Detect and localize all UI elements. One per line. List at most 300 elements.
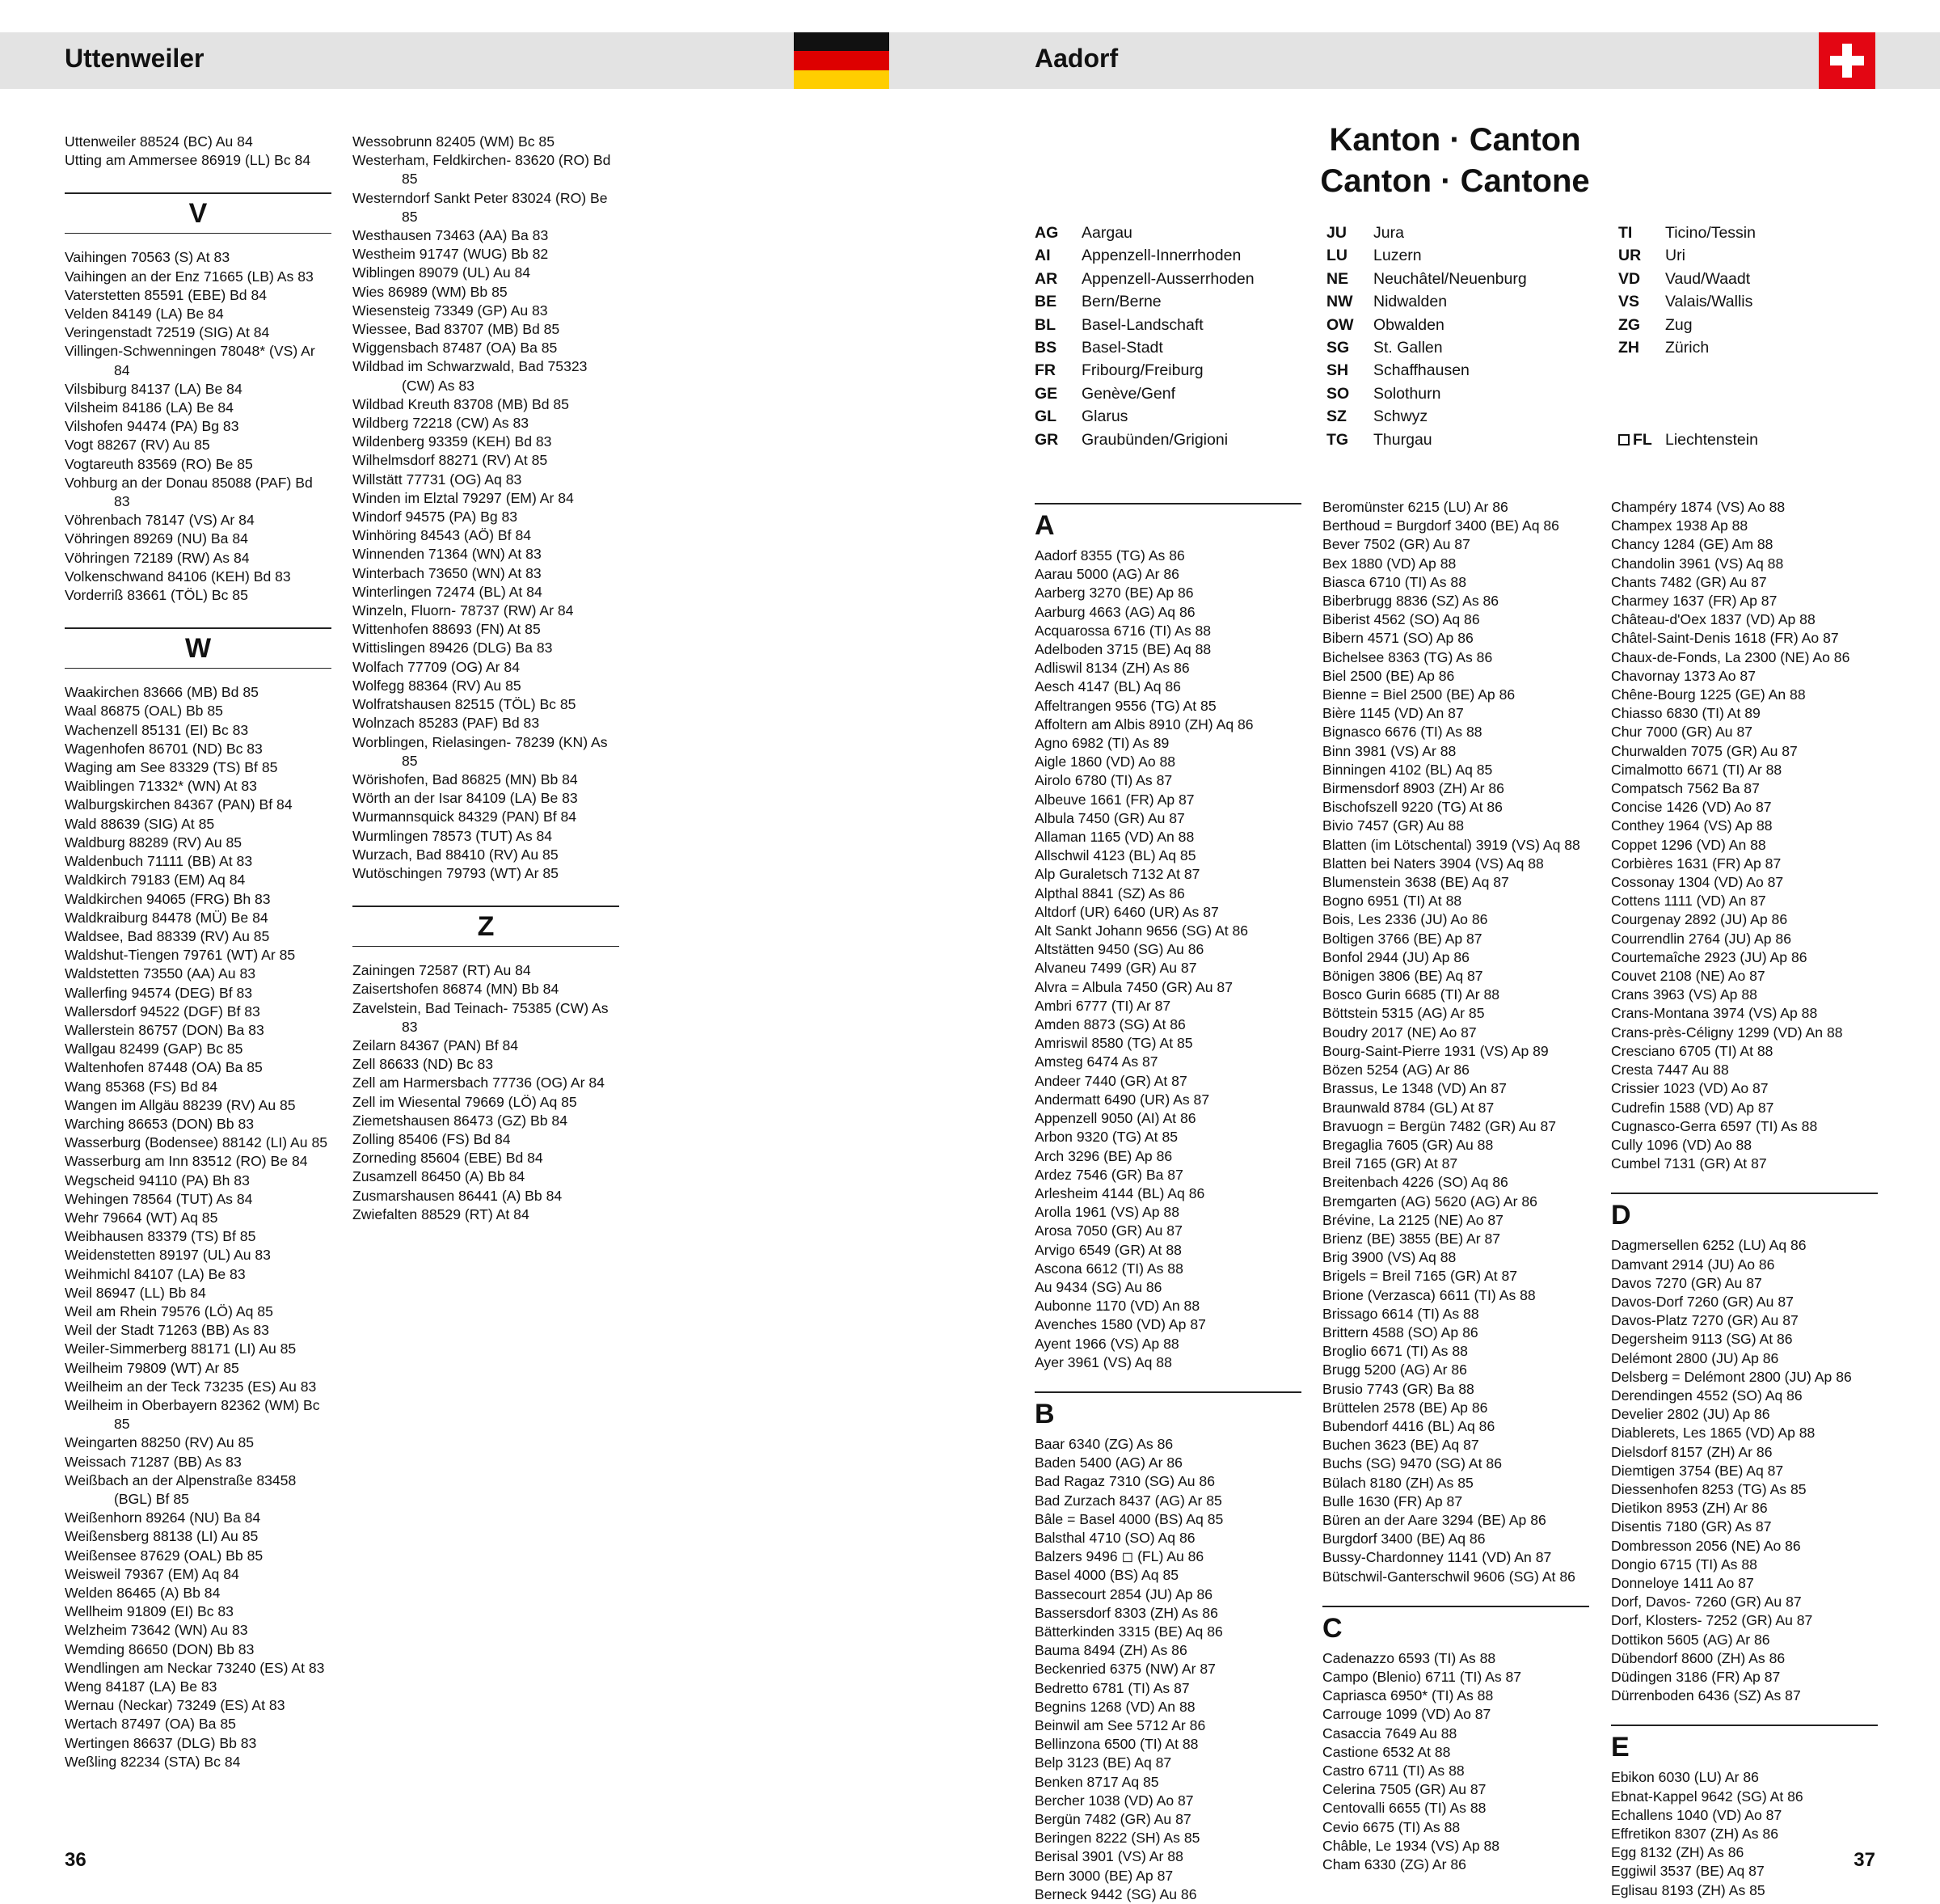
index-entry: Balzers 9496 ◻ (FL) Au 86 xyxy=(1035,1548,1204,1565)
index-entry: Zolling 85406 (FS) Bd 84 xyxy=(352,1130,511,1147)
index-entry: Warching 86653 (DON) Bb 83 xyxy=(65,1115,255,1132)
index-entry: Winterlingen 72474 (BL) At 84 xyxy=(352,583,542,600)
index-entry: Celerina 7505 (GR) Au 87 xyxy=(1322,1781,1487,1798)
index-entry: Worblingen, Rielasingen- 78239 (KN) As 85 xyxy=(352,733,608,769)
index-entry: Biberbrugg 8836 (SZ) As 86 xyxy=(1322,593,1499,610)
kanton-code: LU xyxy=(1326,247,1347,265)
index-entry: Bassersdorf 8303 (ZH) As 86 xyxy=(1035,1604,1218,1621)
index-entry: Boltigen 3766 (BE) Ap 87 xyxy=(1322,930,1482,947)
index-entry: Amden 8873 (SG) At 86 xyxy=(1035,1016,1186,1033)
index-entry: Bregaglia 7605 (GR) Au 88 xyxy=(1322,1136,1494,1153)
index-entry: Wasserburg (Bodensee) 88142 (LI) Au 85 xyxy=(65,1134,328,1151)
index-entry: Wildbad im Schwarzwald, Bad 75323 (CW) As 83 xyxy=(352,358,588,394)
index-entry: Wiggensbach 87487 (OA) Ba 85 xyxy=(352,340,558,357)
index-entry: Cadenazzo 6593 (TI) As 88 xyxy=(1322,1649,1496,1666)
index-entry: Andeer 7440 (GR) At 87 xyxy=(1035,1072,1187,1089)
index-entry: Buchen 3623 (BE) Aq 87 xyxy=(1322,1437,1479,1454)
index-entry: Bever 7502 (GR) Au 87 xyxy=(1322,536,1470,553)
index-entry: Ebnat-Kappel 9642 (SG) At 86 xyxy=(1611,1788,1803,1805)
index-entry: Weil 86947 (LL) Bb 84 xyxy=(65,1284,206,1301)
index-entry: Bülach 8180 (ZH) As 85 xyxy=(1322,1474,1474,1491)
index-entry: Winden im Elztal 79297 (EM) Ar 84 xyxy=(352,489,574,506)
index-entry: Dombresson 2056 (NE) Ao 86 xyxy=(1611,1537,1801,1554)
index-entry: Brusio 7743 (GR) Ba 88 xyxy=(1322,1380,1474,1397)
kanton-row xyxy=(1035,268,1310,290)
kanton-row xyxy=(1035,222,1310,244)
kanton-row xyxy=(1326,290,1601,313)
section-letter: D xyxy=(1611,1193,1878,1231)
index-entry: Andermatt 6490 (UR) As 87 xyxy=(1035,1091,1210,1108)
index-entry: Weißenhorn 89264 (NU) Ba 84 xyxy=(65,1509,261,1526)
index-entry: Wittenhofen 88693 (FN) At 85 xyxy=(352,621,541,638)
index-entry: Weil der Stadt 71263 (BB) As 83 xyxy=(65,1322,269,1339)
index-entry: Weiler-Simmerberg 88171 (LI) Au 85 xyxy=(65,1340,297,1357)
index-entry: Wang 85368 (FS) Bd 84 xyxy=(65,1078,218,1095)
index-entry: Brienz (BE) 3855 (BE) Ar 87 xyxy=(1322,1230,1501,1247)
index-entry: Basel 4000 (BS) Aq 85 xyxy=(1035,1567,1179,1584)
index-entry: Bussy-Chardonney 1141 (VD) An 87 xyxy=(1322,1549,1552,1566)
index-entry: Aigle 1860 (VD) Ao 88 xyxy=(1035,754,1176,770)
index-entry: Balsthal 4710 (SO) Aq 86 xyxy=(1035,1529,1196,1546)
index-entry: Waldsee, Bad 88339 (RV) Au 85 xyxy=(65,927,270,944)
index-entry: Wernau (Neckar) 73249 (ES) At 83 xyxy=(65,1697,285,1714)
kanton-row xyxy=(1035,244,1310,267)
kanton-code: TG xyxy=(1326,430,1349,449)
index-entry: Westerham, Feldkirchen- 83620 (RO) Bd 85 xyxy=(352,152,611,188)
index-entry: Brittern 4588 (SO) Ap 86 xyxy=(1322,1324,1478,1340)
index-entry: Wemding 86650 (DON) Bb 83 xyxy=(65,1640,255,1657)
right-index-column-1 xyxy=(1035,503,1301,1904)
index-entry: Bichelsee 8363 (TG) As 86 xyxy=(1322,648,1493,665)
index-entry: Broglio 6671 (TI) As 88 xyxy=(1322,1343,1468,1360)
index-entry: Altstätten 9450 (SG) Au 86 xyxy=(1035,941,1204,958)
index-entry: Dübendorf 8600 (ZH) As 86 xyxy=(1611,1649,1786,1666)
index-entry: Berisal 3901 (VS) Ar 88 xyxy=(1035,1848,1183,1865)
kanton-code: NW xyxy=(1326,293,1353,311)
index-entry: Chaux-de-Fonds, La 2300 (NE) Ao 86 xyxy=(1611,648,1850,665)
kanton-row xyxy=(1618,314,1877,336)
index-entry: Ziemetshausen 86473 (GZ) Bb 84 xyxy=(352,1112,568,1129)
index-entry: Belp 3123 (BE) Aq 87 xyxy=(1035,1754,1172,1771)
index-entry: Agno 6982 (TI) As 89 xyxy=(1035,735,1170,752)
kanton-code: AI xyxy=(1035,247,1051,265)
index-entry: Vogtareuth 83569 (RO) Be 85 xyxy=(65,455,253,472)
index-entry: Weisweil 79367 (EM) Aq 84 xyxy=(65,1565,239,1582)
index-entry: Brassus, Le 1348 (VD) An 87 xyxy=(1322,1080,1507,1097)
index-entry: Effretikon 8307 (ZH) As 86 xyxy=(1611,1826,1778,1842)
index-entry: Chiasso 6830 (TI) At 89 xyxy=(1611,705,1761,722)
kanton-row xyxy=(1035,382,1310,405)
index-entry: Courrendlin 2764 (JU) Ap 86 xyxy=(1611,930,1791,947)
index-entry: Vöhrenbach 78147 (VS) Ar 84 xyxy=(65,512,255,529)
index-entry: Biel 2500 (BE) Ap 86 xyxy=(1322,667,1455,684)
index-entry: Welzheim 73642 (WN) Au 83 xyxy=(65,1622,248,1639)
kanton-row xyxy=(1326,268,1601,290)
index-entry: Delémont 2800 (JU) Ap 86 xyxy=(1611,1349,1779,1366)
index-entry: Dottikon 5605 (AG) Ar 86 xyxy=(1611,1631,1770,1648)
index-entry: Eglisau 8193 (ZH) As 85 xyxy=(1611,1881,1765,1898)
index-entry: Wegscheid 94110 (PA) Bh 83 xyxy=(65,1172,250,1188)
index-entry: Weißensee 87629 (OAL) Bb 85 xyxy=(65,1547,264,1564)
index-entry: Bignasco 6676 (TI) As 88 xyxy=(1322,724,1482,741)
index-entry: Bex 1880 (VD) Ap 88 xyxy=(1322,555,1457,572)
index-entry: Buchs (SG) 9470 (SG) At 86 xyxy=(1322,1455,1502,1472)
index-entry: Weil am Rhein 79576 (LÖ) Aq 85 xyxy=(65,1302,273,1319)
index-entry: Breil 7165 (GR) At 87 xyxy=(1322,1155,1458,1172)
index-entry: Veringenstadt 72519 (SIG) At 84 xyxy=(65,324,270,341)
index-entry: Wald 88639 (SIG) At 85 xyxy=(65,815,215,832)
index-entry: Brévine, La 2125 (NE) Ao 87 xyxy=(1322,1211,1504,1228)
kanton-row xyxy=(1326,222,1601,244)
section-letter: E xyxy=(1611,1725,1878,1763)
index-entry: Aarau 5000 (AG) Ar 86 xyxy=(1035,566,1179,583)
index-entry: Courgenay 2892 (JU) Ap 86 xyxy=(1611,911,1788,928)
kanton-name: Thurgau xyxy=(1373,430,1432,449)
kanton-code: JU xyxy=(1326,224,1347,242)
kanton-row xyxy=(1326,336,1601,359)
index-entry: Waging am See 83329 (TS) Bf 85 xyxy=(65,759,278,776)
index-entry: Degersheim 9113 (SG) At 86 xyxy=(1611,1331,1793,1348)
index-entry: Arbon 9320 (TG) At 85 xyxy=(1035,1129,1179,1146)
index-entry: Ebikon 6030 (LU) Ar 86 xyxy=(1611,1769,1759,1786)
index-entry: Donneloye 1411 Ao 87 xyxy=(1611,1574,1754,1591)
index-entry: Beringen 8222 (SH) As 85 xyxy=(1035,1830,1200,1847)
kanton-legend-column-1 xyxy=(1035,222,1310,451)
index-entry: Weibhausen 83379 (TS) Bf 85 xyxy=(65,1228,256,1245)
index-entry: Cresciano 6705 (TI) At 88 xyxy=(1611,1042,1773,1059)
index-entry: Wendlingen am Neckar 73240 (ES) At 83 xyxy=(65,1659,325,1676)
index-entry: Delsberg = Delémont 2800 (JU) Ap 86 xyxy=(1611,1368,1852,1385)
kanton-row xyxy=(1618,222,1877,244)
index-entry: Westerndorf Sankt Peter 83024 (RO) Be 85 xyxy=(352,189,608,225)
index-entry: Wertach 87497 (OA) Ba 85 xyxy=(65,1716,236,1733)
kanton-row xyxy=(1326,405,1601,428)
index-entry: Couvet 2108 (NE) Ao 87 xyxy=(1611,968,1765,985)
index-entry: Bremgarten (AG) 5620 (AG) Ar 86 xyxy=(1322,1193,1537,1210)
index-entry: Diessenhofen 8253 (TG) As 85 xyxy=(1611,1480,1807,1497)
index-entry: Burgdorf 3400 (BE) Aq 86 xyxy=(1322,1530,1486,1547)
index-entry: Bad Zurzach 8437 (AG) Ar 85 xyxy=(1035,1492,1222,1509)
index-entry: Centovalli 6655 (TI) As 88 xyxy=(1322,1800,1487,1817)
right-index-column-2 xyxy=(1322,498,1589,1874)
kanton-name: Obwalden xyxy=(1373,315,1444,334)
index-entry: Affeltrangen 9556 (TG) At 85 xyxy=(1035,697,1217,714)
index-entry: Cossonay 1304 (VD) Ao 87 xyxy=(1611,874,1784,891)
kanton-name: Fribourg/Freiburg xyxy=(1082,361,1204,380)
section-letter: Z xyxy=(352,906,619,947)
index-entry: Waakirchen 83666 (MB) Bd 85 xyxy=(65,684,259,701)
index-entry: Wurmannsquick 84329 (PAN) Bf 84 xyxy=(352,808,577,825)
kanton-code: SZ xyxy=(1326,407,1347,426)
index-entry: Wurzach, Bad 88410 (RV) Au 85 xyxy=(352,846,559,863)
index-entry: Chancy 1284 (GE) Am 88 xyxy=(1611,536,1773,553)
index-entry: Cresta 7447 Au 88 xyxy=(1611,1062,1729,1079)
section-letter: C xyxy=(1322,1606,1589,1644)
index-entry: Ardez 7546 (GR) Ba 87 xyxy=(1035,1166,1183,1183)
index-entry: Cumbel 7131 (GR) At 87 xyxy=(1611,1155,1767,1172)
index-entry: Champéry 1874 (VS) Ao 88 xyxy=(1611,499,1786,515)
index-entry: Charmey 1637 (FR) Ap 87 xyxy=(1611,593,1778,610)
index-entry: Villingen-Schwenningen 78048* (VS) Ar 84 xyxy=(65,343,315,378)
kanton-name: Graubünden/Grigioni xyxy=(1082,430,1229,449)
kanton-name: Neuchâtel/Neuenburg xyxy=(1373,269,1527,288)
kanton-name: Basel-Landschaft xyxy=(1082,315,1204,334)
kanton-row xyxy=(1618,405,1877,428)
index-entry: Bözen 5254 (AG) Ar 86 xyxy=(1322,1062,1470,1079)
kanton-code: NE xyxy=(1326,269,1349,288)
kanton-code: OW xyxy=(1326,315,1354,334)
kanton-name: Ticino/Tessin xyxy=(1665,224,1756,242)
index-entry: Alt Sankt Johann 9656 (SG) At 86 xyxy=(1035,922,1249,939)
index-entry: Baar 6340 (ZG) As 86 xyxy=(1035,1435,1174,1452)
index-entry: Waldburg 88289 (RV) Au 85 xyxy=(65,834,242,851)
kanton-code: SH xyxy=(1326,361,1349,380)
index-entry: Waiblingen 71332* (WN) At 83 xyxy=(65,778,257,795)
index-entry: Bergün 7482 (GR) Au 87 xyxy=(1035,1811,1191,1827)
index-entry: Blatten bei Naters 3904 (VS) Aq 88 xyxy=(1322,855,1544,872)
index-entry: Wildberg 72218 (CW) As 83 xyxy=(352,415,529,432)
index-entry: Castione 6532 At 88 xyxy=(1322,1743,1451,1760)
index-entry: Eggiwil 3537 (BE) Aq 87 xyxy=(1611,1863,1765,1880)
index-entry: Böttstein 5315 (AG) Ar 85 xyxy=(1322,1005,1485,1022)
kanton-name: Appenzell-Ausserrhoden xyxy=(1082,269,1255,288)
index-entry: Chavornay 1373 Ao 87 xyxy=(1611,667,1757,684)
index-entry: Berneck 9442 (SG) Au 86 xyxy=(1035,1885,1197,1902)
index-entry: Vilsbiburg 84137 (LA) Be 84 xyxy=(65,380,242,397)
index-entry: Aubonne 1170 (VD) An 88 xyxy=(1035,1298,1200,1315)
kanton-legend-column-2 xyxy=(1326,222,1601,451)
kanton-code: GE xyxy=(1035,384,1058,403)
index-entry: Brissago 6614 (TI) As 88 xyxy=(1322,1305,1479,1322)
kanton-name: Vaud/Waadt xyxy=(1665,269,1751,288)
section-letter: A xyxy=(1035,503,1301,542)
index-entry: Birmensdorf 8903 (ZH) Ar 86 xyxy=(1322,780,1504,797)
kanton-row xyxy=(1035,290,1310,313)
kanton-row xyxy=(1326,382,1601,405)
index-entry: Vaterstetten 85591 (EBE) Bd 84 xyxy=(65,286,268,303)
index-entry: Appenzell 9050 (AI) At 86 xyxy=(1035,1110,1196,1127)
left-index-column-1 xyxy=(65,133,331,1771)
square-icon xyxy=(1618,434,1630,445)
index-entry: Wittislingen 89426 (DLG) Ba 83 xyxy=(352,640,553,656)
index-entry: Wehingen 78564 (TUT) As 84 xyxy=(65,1190,253,1207)
index-entry: Wiesensteig 73349 (GP) Au 83 xyxy=(352,302,548,319)
index-entry: Windorf 94575 (PA) Bg 83 xyxy=(352,509,518,526)
kanton-name: Schaffhausen xyxy=(1373,361,1470,380)
index-entry: Wilhelmsdorf 88271 (RV) At 85 xyxy=(352,452,548,469)
index-entry: Waldshut-Tiengen 79761 (WT) Ar 85 xyxy=(65,947,296,964)
kanton-name: Nidwalden xyxy=(1373,293,1448,311)
index-entry: Vaihingen an der Enz 71665 (LB) As 83 xyxy=(65,268,314,285)
index-entry: Brig 3900 (VS) Aq 88 xyxy=(1322,1249,1457,1266)
kanton-row xyxy=(1326,429,1601,451)
index-entry: Dorf, Davos- 7260 (GR) Au 87 xyxy=(1611,1594,1802,1611)
index-entry: Davos-Dorf 7260 (GR) Au 87 xyxy=(1611,1293,1794,1310)
index-entry: Wiblingen 89079 (UL) Au 84 xyxy=(352,264,531,281)
index-entry: Chandolin 3961 (VS) Aq 88 xyxy=(1611,555,1784,572)
index-entry: Arch 3296 (BE) Ap 86 xyxy=(1035,1147,1173,1164)
index-entry: Damvant 2914 (JU) Ao 86 xyxy=(1611,1256,1775,1273)
kanton-code: AR xyxy=(1035,269,1058,288)
index-entry: Bogno 6951 (TI) At 88 xyxy=(1322,893,1462,910)
index-entry: Concise 1426 (VD) Ao 87 xyxy=(1611,799,1772,816)
index-entry: Acquarossa 6716 (TI) As 88 xyxy=(1035,622,1212,639)
index-entry: Château-d'Oex 1837 (VD) Ap 88 xyxy=(1611,611,1816,628)
index-entry: Crans-près-Céligny 1299 (VD) An 88 xyxy=(1611,1024,1843,1041)
index-entry: Dietikon 8953 (ZH) Ar 86 xyxy=(1611,1500,1768,1517)
index-entry: Waldkirch 79183 (EM) Aq 84 xyxy=(65,872,246,889)
index-entry: Chêne-Bourg 1225 (GE) An 88 xyxy=(1611,686,1806,703)
index-entry: Ambri 6777 (TI) Ar 87 xyxy=(1035,997,1171,1014)
kanton-name: Bern/Berne xyxy=(1082,293,1162,311)
index-entry: Bischofszell 9220 (TG) At 86 xyxy=(1322,799,1503,816)
index-entry: Dielsdorf 8157 (ZH) Ar 86 xyxy=(1611,1443,1773,1460)
kanton-name: Liechtenstein xyxy=(1665,430,1758,449)
index-entry: Utting am Ammersee 86919 (LL) Bc 84 xyxy=(65,152,311,169)
index-entry: Dorf, Klosters- 7252 (GR) Au 87 xyxy=(1611,1612,1813,1629)
index-entry: Bern 3000 (BE) Ap 87 xyxy=(1035,1867,1174,1884)
index-entry: Wallerstein 86757 (DON) Ba 83 xyxy=(65,1021,264,1038)
index-entry: Wolfratshausen 82515 (TÖL) Bc 85 xyxy=(352,696,576,713)
index-entry: Châble, Le 1934 (VS) Ap 88 xyxy=(1322,1837,1500,1854)
index-entry: Zell im Wiesental 79669 (LÖ) Aq 85 xyxy=(352,1093,577,1110)
kanton-name: Appenzell-Innerrhoden xyxy=(1082,247,1242,265)
index-entry: Wurmlingen 78573 (TUT) As 84 xyxy=(352,827,553,844)
index-entry: Wolfegg 88364 (RV) Au 85 xyxy=(352,677,521,694)
kanton-code: FR xyxy=(1035,361,1056,380)
section-letter: B xyxy=(1035,1391,1301,1430)
kanton-name: Valais/Wallis xyxy=(1665,293,1753,311)
index-entry: Echallens 1040 (VD) Ao 87 xyxy=(1611,1806,1782,1823)
index-entry: Adelboden 3715 (BE) Aq 88 xyxy=(1035,641,1212,658)
index-entry: Cevio 6675 (TI) As 88 xyxy=(1322,1818,1461,1835)
right-page-header xyxy=(970,32,1940,89)
index-entry: Casaccia 7649 Au 88 xyxy=(1322,1725,1457,1741)
index-entry: Vohburg an der Donau 85088 (PAF) Bd 83 xyxy=(65,474,313,510)
index-entry: Zeilarn 84367 (PAN) Bf 84 xyxy=(352,1036,519,1053)
index-entry: Zavelstein, Bad Teinach- 75385 (CW) As 83 xyxy=(352,999,609,1035)
index-entry: Cully 1096 (VD) Ao 88 xyxy=(1611,1136,1752,1153)
index-entry: Cugnasco-Gerra 6597 (TI) As 88 xyxy=(1611,1117,1818,1134)
index-entry: Wallgau 82499 (GAP) Bc 85 xyxy=(65,1041,243,1058)
index-entry: Bivio 7457 (GR) Au 88 xyxy=(1322,817,1465,834)
index-entry: Crissier 1023 (VD) Ao 87 xyxy=(1611,1080,1769,1097)
index-entry: Wörth an der Isar 84109 (LA) Be 83 xyxy=(352,790,578,807)
index-entry: Wallerfing 94574 (DEG) Bf 83 xyxy=(65,984,253,1001)
index-entry: Willstätt 77731 (OG) Aq 83 xyxy=(352,471,522,488)
index-entry: Zell am Harmersbach 77736 (OG) Ar 84 xyxy=(352,1074,605,1091)
index-entry: Alpthal 8841 (SZ) As 86 xyxy=(1035,884,1185,901)
index-entry: Vilsheim 84186 (LA) Be 84 xyxy=(65,399,234,416)
index-entry: Westhausen 73463 (AA) Ba 83 xyxy=(352,227,549,244)
kanton-row xyxy=(1035,405,1310,428)
kanton-row xyxy=(1326,359,1601,382)
index-entry: Vorderriß 83661 (TÖL) Bc 85 xyxy=(65,587,248,604)
index-entry: Bad Ragaz 7310 (SG) Au 86 xyxy=(1035,1473,1215,1490)
index-entry: Bedretto 6781 (TI) As 87 xyxy=(1035,1679,1190,1696)
index-entry: Champex 1938 Ap 88 xyxy=(1611,517,1748,534)
index-entry: Breitenbach 4226 (SO) Aq 86 xyxy=(1322,1174,1508,1191)
index-entry: Alp Guraletsch 7132 At 87 xyxy=(1035,866,1200,883)
kanton-name: Solothurn xyxy=(1373,384,1441,403)
kanton-row xyxy=(1618,290,1877,313)
switzerland-flag-icon xyxy=(1819,32,1875,89)
index-entry: Zorneding 85604 (EBE) Bd 84 xyxy=(352,1150,543,1167)
index-entry: Weissach 71287 (BB) As 83 xyxy=(65,1453,242,1470)
index-entry: Brugg 5200 (AG) Ar 86 xyxy=(1322,1362,1467,1378)
kanton-row xyxy=(1326,314,1601,336)
index-entry: Cudrefin 1588 (VD) Ap 87 xyxy=(1611,1099,1774,1116)
kanton-code: TI xyxy=(1618,224,1633,242)
index-entry: Allaman 1165 (VD) An 88 xyxy=(1035,829,1195,846)
index-entry: Vogt 88267 (RV) Au 85 xyxy=(65,437,210,454)
kanton-row xyxy=(1618,244,1877,267)
index-entry: Braunwald 8784 (GL) At 87 xyxy=(1322,1099,1495,1116)
index-entry: Wildenberg 93359 (KEH) Bd 83 xyxy=(352,433,552,450)
index-entry: Wolfach 77709 (OG) Ar 84 xyxy=(352,658,520,675)
index-entry: Brione (Verzasca) 6611 (TI) As 88 xyxy=(1322,1286,1536,1303)
kanton-code: VD xyxy=(1618,269,1641,288)
kanton-name: Genève/Genf xyxy=(1082,384,1175,403)
kanton-name: Zug xyxy=(1665,315,1693,334)
index-entry: Vaihingen 70563 (S) At 83 xyxy=(65,249,230,266)
kanton-code: SG xyxy=(1326,339,1350,357)
index-entry: Arosa 7050 (GR) Au 87 xyxy=(1035,1222,1183,1239)
index-entry: Weßling 82234 (STA) Bc 84 xyxy=(65,1753,241,1770)
index-entry: Weilheim in Oberbayern 82362 (WM) Bc 85 xyxy=(65,1396,320,1433)
index-entry: Bonfol 2944 (JU) Ap 86 xyxy=(1322,948,1470,965)
index-entry: Bellinzona 6500 (TI) At 88 xyxy=(1035,1736,1199,1753)
index-entry: Castro 6711 (TI) As 88 xyxy=(1322,1763,1465,1779)
index-entry: Alvaneu 7499 (GR) Au 87 xyxy=(1035,960,1197,977)
index-entry: Wörishofen, Bad 86825 (MN) Bb 84 xyxy=(352,770,578,787)
index-entry: Churwalden 7075 (GR) Au 87 xyxy=(1611,742,1798,759)
kanton-code: BE xyxy=(1035,293,1057,311)
index-entry: Weidenstetten 89197 (UL) Au 83 xyxy=(65,1247,271,1264)
index-entry: Albeuve 1661 (FR) Ap 87 xyxy=(1035,791,1195,808)
index-entry: Dagmersellen 6252 (LU) Aq 86 xyxy=(1611,1237,1807,1254)
index-entry: Blatten (im Lötschental) 3919 (VS) Aq 88 xyxy=(1322,836,1580,853)
index-entry: Crans-Montana 3974 (VS) Ap 88 xyxy=(1611,1005,1818,1022)
right-header-title: Aadorf xyxy=(1035,44,1119,73)
index-entry: Wasserburg am Inn 83512 (RO) Be 84 xyxy=(65,1153,308,1170)
kanton-code: FL xyxy=(1633,430,1652,449)
kanton-row xyxy=(1618,336,1877,359)
index-entry: Cimalmotto 6671 (TI) Ar 88 xyxy=(1611,761,1782,778)
index-entry: Albula 7450 (GR) Au 87 xyxy=(1035,809,1185,826)
index-entry: Bubendorf 4416 (BL) Aq 86 xyxy=(1322,1417,1495,1434)
index-entry: Bulle 1630 (FR) Ap 87 xyxy=(1322,1492,1463,1509)
index-entry: Dongio 6715 (TI) As 88 xyxy=(1611,1556,1757,1573)
index-entry: Weingarten 88250 (RV) Au 85 xyxy=(65,1434,255,1451)
index-entry: Weihmichl 84107 (LA) Be 83 xyxy=(65,1265,246,1282)
index-entry: Berthoud = Burgdorf 3400 (BE) Aq 86 xyxy=(1322,517,1559,534)
index-entry: Bauma 8494 (ZH) As 86 xyxy=(1035,1642,1187,1659)
index-entry: Beinwil am See 5712 Ar 86 xyxy=(1035,1716,1206,1733)
kanton-code: GL xyxy=(1035,407,1057,426)
index-entry: Avenches 1580 (VD) Ap 87 xyxy=(1035,1316,1206,1333)
index-entry: Biberist 4562 (SO) Aq 86 xyxy=(1322,611,1480,628)
kanton-code: ZG xyxy=(1618,315,1641,334)
index-entry: Davos 7270 (GR) Au 87 xyxy=(1611,1274,1762,1291)
index-entry: Disentis 7180 (GR) As 87 xyxy=(1611,1518,1772,1535)
index-entry: Waldkirchen 94065 (FRG) Bh 83 xyxy=(65,890,271,907)
kanton-row xyxy=(1618,268,1877,290)
index-entry: Amriswil 8580 (TG) At 85 xyxy=(1035,1035,1193,1052)
index-entry: Welden 86465 (A) Bb 84 xyxy=(65,1585,221,1602)
kanton-name: Schwyz xyxy=(1373,407,1428,426)
index-entry: Walburgskirchen 84367 (PAN) Bf 84 xyxy=(65,796,293,813)
